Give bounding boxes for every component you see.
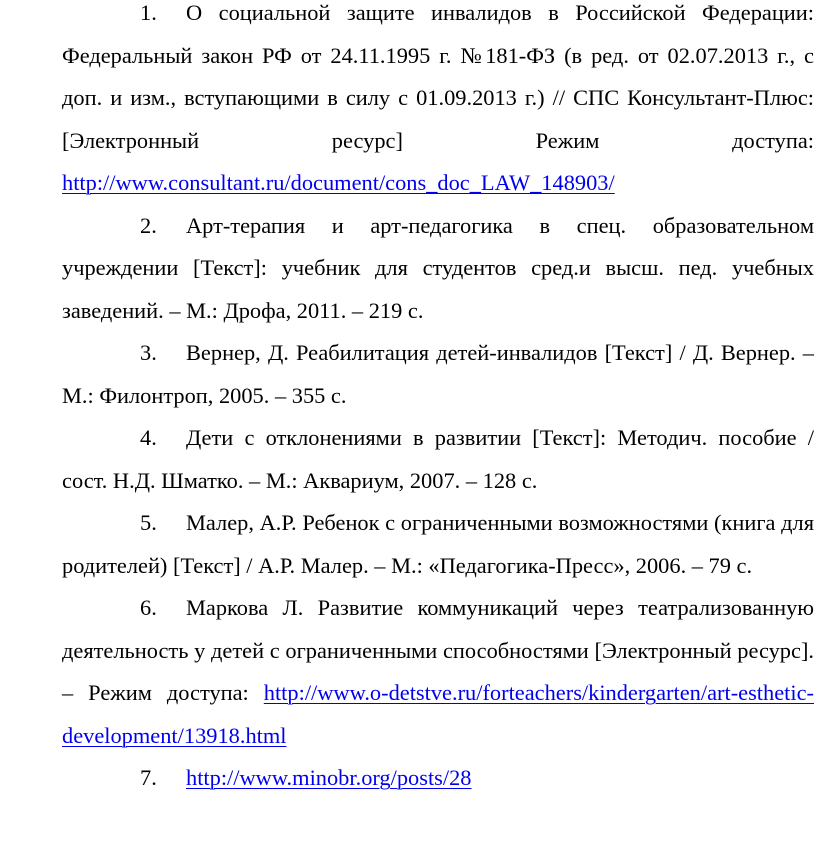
- reference-link[interactable]: http://www.o-detstve.ru/forteachers/kindergarten/art-esthetic-development/13918.html: [62, 680, 814, 748]
- reference-number: 7.: [140, 765, 157, 790]
- reference-number: 6.: [140, 595, 157, 620]
- reference-text: Маркова Л. Развитие коммуникаций через театрализованную деятельность у детей с ограниченными способностями [Электронный ресурс]. – Режим доступа:: [62, 595, 814, 705]
- reference-link[interactable]: http://www.minobr.org/posts/28: [186, 765, 472, 790]
- reference-item-4: [62, 417, 814, 502]
- reference-text: Дети с отклонениями в развитии [Текст]: Методич. пособие / сост. Н.Д. Шматко. – М.: Аквариум, 2007. – 128 с.: [62, 425, 814, 493]
- reference-text: Вернер, Д. Реабилитация детей-инвалидов [Текст] / Д. Вернер. – М.: Филонтроп, 2005. – 355 с.: [62, 340, 814, 408]
- reference-item-6: [62, 587, 814, 757]
- reference-list: [62, 0, 814, 800]
- reference-link[interactable]: http://www.consultant.ru/document/cons_doc_LAW_148903/: [62, 170, 615, 195]
- reference-number: 2.: [140, 212, 157, 238]
- reference-item-7: [62, 757, 814, 800]
- reference-number: 4.: [140, 425, 157, 450]
- reference-text: О социальной защите инвалидов в Российской Федерации: Федеральный закон РФ от 24.11.1995 г. №181-ФЗ (в ред. от 02.07.2013 г., с доп. и изм., вступающими в силу с 01.09.2013 г.) // СПС Консультант-Плюс: [Электронный ресурс] Режим доступа:: [62, 0, 814, 153]
- reference-item-1: [62, 0, 814, 205]
- reference-number: 5.: [140, 510, 157, 535]
- reference-number: 3.: [140, 340, 157, 365]
- reference-item-3: [62, 332, 814, 417]
- reference-text: Арт-терапия и арт-педагогика в спец. образовательном учреждении [Текст]: учебник для студентов сред.и высш. пед. учебных заведений. – М.: Дрофа, 2011. – 219 с.: [62, 212, 814, 323]
- reference-number: 1.: [140, 0, 157, 25]
- reference-item-2: [62, 205, 814, 333]
- reference-text: Малер, А.Р. Ребенок с ограниченными возможностями (книга для родителей) [Текст] / А.Р. Малер. – М.: «Педагогика-Пресс», 2006. – 79 с.: [62, 510, 814, 578]
- reference-item-5: [62, 502, 814, 587]
